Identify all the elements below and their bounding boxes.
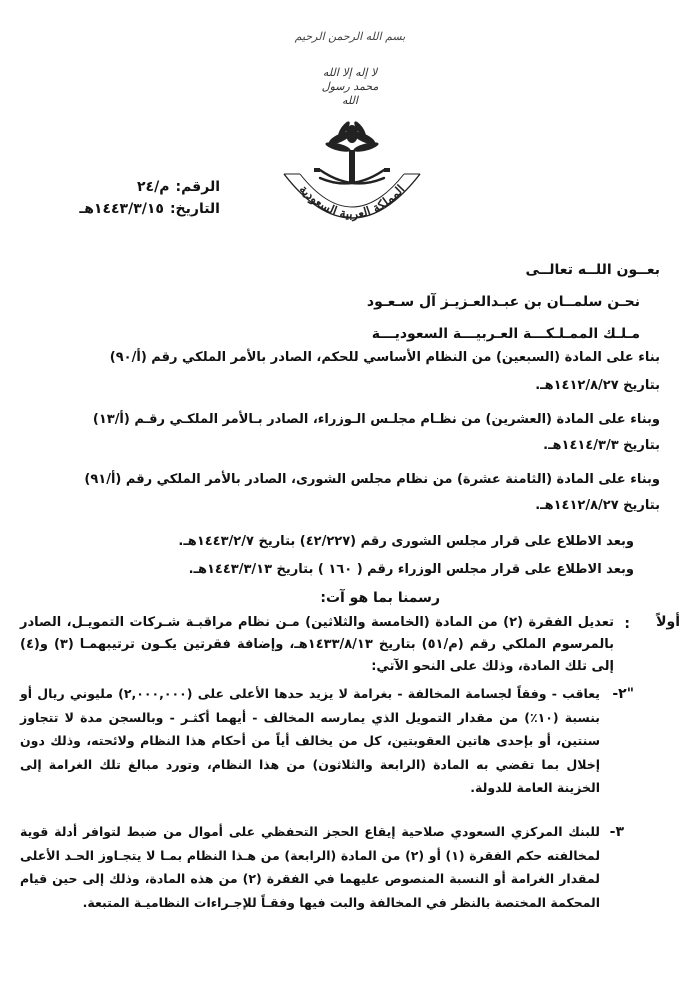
recital-3-line-1: وبناء على المادة (الثامنة عشرة) من نظام مجلس الشورى، الصادر بالأمر الملكي رقم (أ/٩١) (84, 472, 660, 487)
recital-1-line-1: بناء على المادة (السبعين) من النظام الأساسي للحكم، الصادر بالأمر الملكي رقم (أ/٩٠) (109, 350, 660, 365)
intro-line-2: نحـن سلمــان بن عبـدالعـزيـز آل سـعـود (366, 294, 640, 310)
royal-emblem-icon (262, 112, 442, 252)
paragraph-2-text: يعاقب - وفقاً لجسامة المخالفة - بغرامة لا يزيد حدها الأعلى على (٢,٠٠٠,٠٠٠) مليوني ريال أو بنسبة (١٠٪) من مقدار التمويل الذي يمارسه المخالف - أيهما أكثـر - وبالسجن مدة لا تتجاوز سنتين، أو بإحدى هاتين العقوبتين، كل من يخالف أياً من أحكام هذا النظام ولائحته، وذلك دون إخلال بما تقضي به المادة (الرابعة والثلاثون) من هذا النظام، وتورد مبالغ تلك الغرامة إلى الخزينة العامة للدولة. (20, 686, 600, 795)
number-label: الرقم: (175, 179, 220, 195)
paragraph-3-text: للبنك المركزي السعودي صلاحية إيقاع الحجز التحفظي على أموال من ضبط لتوافر أدلة قوية لمخالفته حكم الفقرة (١) أو (٢) من المادة (الرابعة) من هـذا النظام بمـا لا يتجـاوز الحـد الأعلى لمقدار الغرامة أو النسبة المنصوص عليهما في الفقرة (٢) من هذه المادة، وذلك إلى حين قيام المحكمة المختصة بالنظر في المخالفة والبت فيها وفقـاً للإجـراءات النظاميـة المتبعة. (20, 824, 601, 910)
paragraph-2-marker: "٢- (612, 686, 634, 702)
recital-3-line-2: بتاريخ ١٤١٢/٨/٢٧هـ. (535, 498, 660, 513)
review-cabinet: وبعد الاطلاع على قرار مجلس الوزراء رقم ( ١٦٠ ) بتاريخ ١٤٤٣/٣/١٣هـ. (188, 562, 634, 577)
decree-intro: رسمنا بما هو آت: (320, 590, 440, 606)
reference-block (30, 176, 220, 220)
recital-2-line-2: بتاريخ ١٤١٤/٣/٣هـ. (543, 438, 660, 453)
basmala-calligraphy: بسم الله الرحمن الرحيم (294, 30, 406, 43)
intro-line-3: مـلـك الممـلـكـــة العـربيـــة السعوديـــة (371, 326, 640, 342)
clause-first-text: تعديل الفقرة (٢) من المادة (الخامسة والثلاثين) مـن نظام مراقبـة شـركات التمويـل، الصادر بالمرسوم الملكي رقم (م/٥١) بتاريخ ١٤٣٣/٨/١٣هـ، وإضافة فقرتين يكـون ترتيبهمـا (٣) و(٤) إلى تلك المادة، وذلك على النحو الآتي: (20, 615, 614, 674)
clause-first-colon: : (624, 616, 630, 632)
intro-line-1: بعــون اللــه تعالــى (525, 262, 660, 278)
recital-2-line-1: وبناء على المادة (العشرين) من نظـام مجلـس الـوزراء، الصادر بـالأمر الملكـي رقـم (أ/١٣) (92, 412, 660, 427)
emblem-text: المملكة العربية السعودية (296, 182, 408, 222)
recital-1-line-2: بتاريخ ١٤١٢/٨/٢٧هـ. (535, 378, 660, 393)
review-shura: وبعد الاطلاع على قرار مجلس الشورى رقم (٤٢/٢٢٧) بتاريخ ١٤٤٣/٢/٧هـ. (178, 534, 634, 549)
date-label: التاريخ: (169, 201, 220, 217)
clause-first-marker: أولاً (656, 614, 680, 630)
number-value: م/٢٤ (137, 179, 170, 195)
shahada-calligraphy: لا إله إلا الله محمد رسول الله (321, 66, 379, 107)
paragraph-3-marker: ٣- (609, 824, 624, 840)
date-value: ١٤٤٣/٣/١٥هـ (79, 201, 164, 217)
